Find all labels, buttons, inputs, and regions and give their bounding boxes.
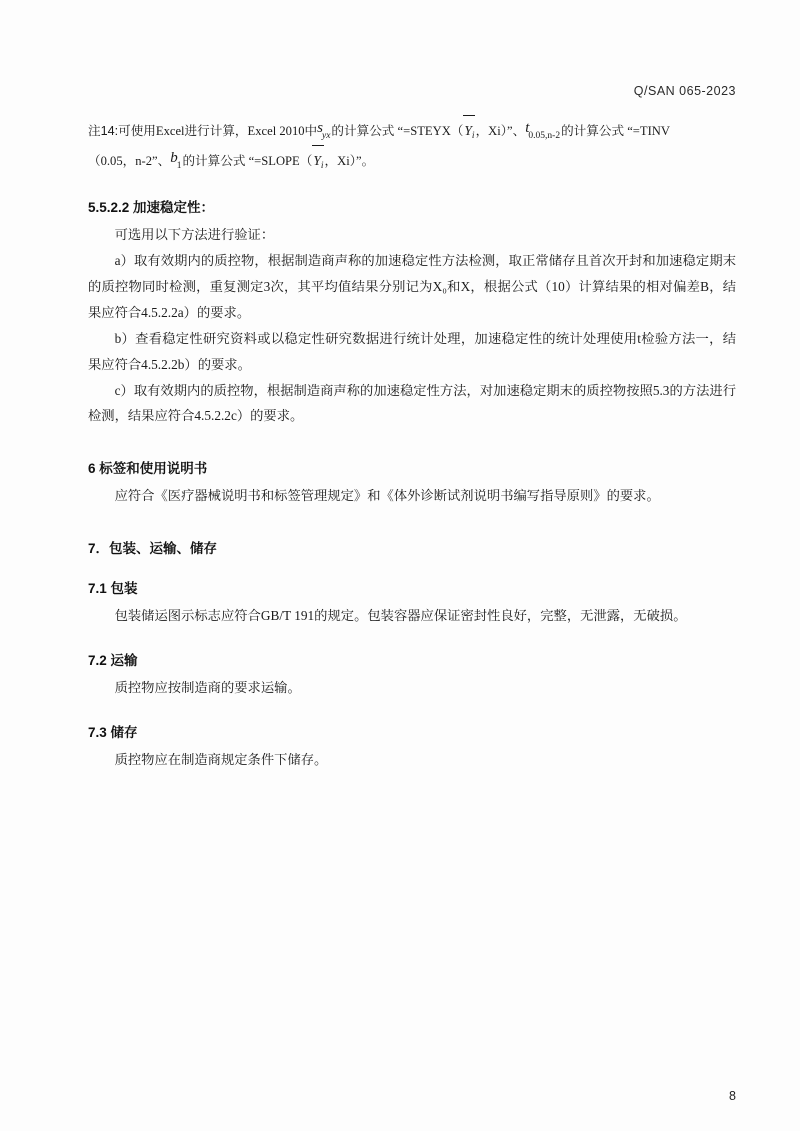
symbol-b-subscript: 1: [176, 161, 182, 171]
note-14: [88, 116, 736, 176]
note-14-text-6: 的计算公式 “=SLOPE（: [182, 154, 313, 168]
y-bar-1: [463, 117, 475, 144]
note-14-text-1: 可使用Excel进行计算，Excel 2010中: [118, 124, 318, 138]
paragraph-5-5-2-2-b: b）查看稳定性研究资料或以稳定性研究数据进行统计处理，加速稳定性的统计处理使用t检验方法一，结果应符合4.5.2.2b）的要求。: [88, 330, 736, 372]
y-bar-1-subscript: i: [471, 131, 475, 141]
paragraph-7-2: 质控物应按制造商的要求运输。: [114, 680, 301, 696]
section-heading-7: 7．包装、运输、储存: [88, 541, 218, 557]
note-14-text-3: ，Xi）”、: [475, 124, 526, 138]
symbol-s-subscript: yx: [321, 131, 331, 141]
section-heading-5-5-2-2: 5.5.2.2 加速稳定性：: [88, 200, 215, 215]
section-heading-7-1: 7.1 包装: [88, 581, 138, 597]
y-bar-1-symbol: Y: [464, 123, 472, 138]
page-content: [88, 84, 736, 773]
paragraph-5-5-2-2-a: a）取有效期内的质控物，根据制造商声称的加速稳定性方法检测，取正常储存且首次开封和加速稳定期末的质控物同时检测，重复测定3次，其平均值结果分别记为X₀和X，根据公式（10）计算结果的相对偏差B，结果应符合4.5.2.2a）的要求。: [88, 252, 736, 320]
note-14-text-2: 的计算公式 “=STEYX（: [331, 124, 464, 138]
symbol-s: s: [317, 120, 323, 136]
paragraph-7-1: 包装储运图示标志应符合GB/T 191的规定。包装容器应保证密封性良好，完整，无泄露，无破损。: [114, 608, 687, 624]
paragraph-6-1: 应符合《医疗器械说明书和标签管理规定》和《体外诊断试剂说明书编写指导原则》的要求。: [114, 488, 660, 504]
document-header-code: Q/SAN 065-2023: [633, 84, 736, 98]
symbol-t: t: [525, 120, 530, 136]
y-bar-2-subscript: i: [320, 161, 324, 171]
section-heading-7-3: 7.3 储存: [88, 725, 138, 741]
symbol-t-subscript: 0.05,n-2: [528, 131, 561, 141]
note-14-text-4: 的计算公式 “=TINV: [561, 124, 670, 138]
note-14-text-5: （0.05，n-2”、: [88, 154, 171, 168]
y-bar-2: [312, 147, 324, 174]
note-14-label: 注14:: [88, 124, 119, 138]
section-heading-7-2: 7.2 运输: [88, 653, 138, 669]
paragraph-5-5-2-2-c: c）取有效期内的质控物，根据制造商声称的加速稳定性方法，对加速稳定期末的质控物按照5.3的方法进行检测，结果应符合4.5.2.2c）的要求。: [88, 382, 736, 424]
note-14-text-7: ，Xi）”。: [324, 154, 375, 168]
paragraph-5-5-2-2-intro: 可选用以下方法进行验证：: [114, 227, 275, 242]
page-number: 8: [729, 1089, 736, 1103]
symbol-b: b: [170, 150, 178, 166]
section-heading-6: 6 标签和使用说明书: [88, 461, 208, 477]
y-bar-2-symbol: Y: [313, 153, 321, 168]
paragraph-7-3: 质控物应在制造商规定条件下储存。: [114, 752, 328, 768]
